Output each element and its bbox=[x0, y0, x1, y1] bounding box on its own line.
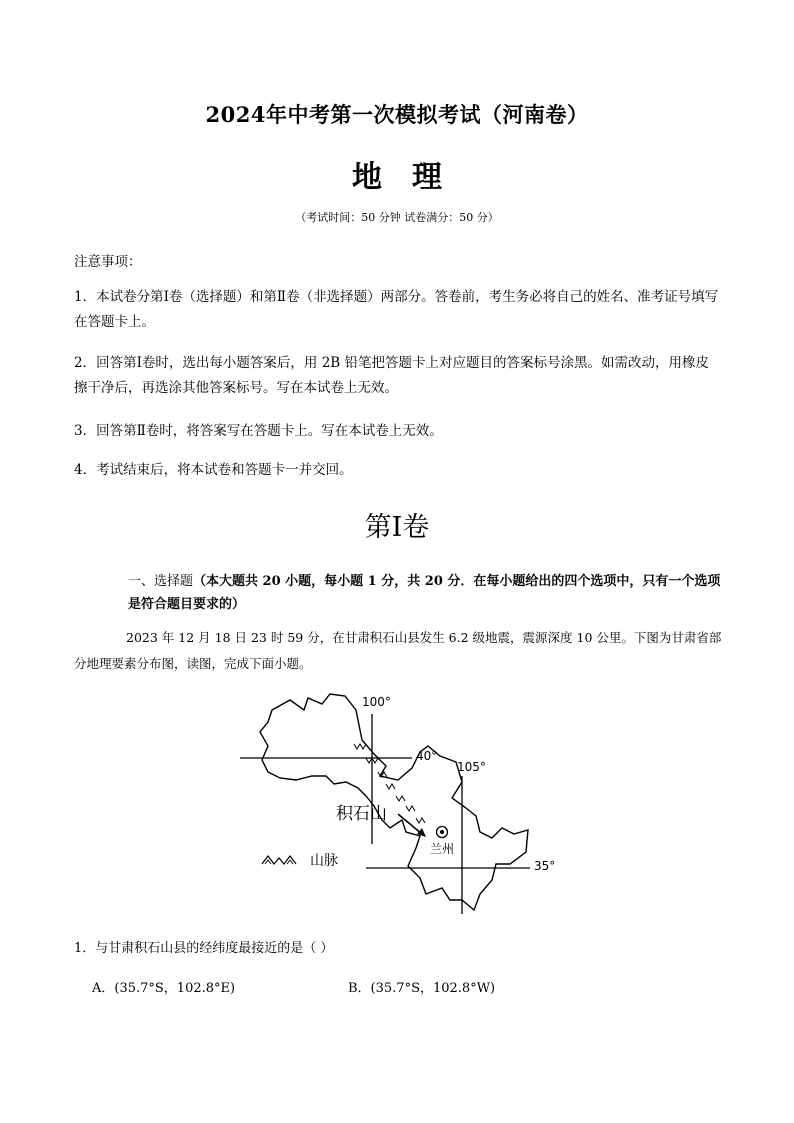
label-105: 105° bbox=[457, 760, 486, 774]
label-jishishan: 积石山 bbox=[336, 804, 387, 824]
notice-item-2: 2．回答第Ⅰ卷时，选出每小题答案后，用 2B 铅笔把答题卡上对应题目的答案标号涂黑。如需改动，用橡皮擦干净后，再选涂其他答案标号。写在本试卷上无效。 bbox=[74, 355, 710, 396]
part-title: 第Ⅰ卷 bbox=[364, 512, 430, 543]
exam-title: 2024年中考第一次模拟考试（河南卷） bbox=[205, 102, 589, 127]
label-35: 35° bbox=[534, 859, 556, 873]
section-heading bbox=[128, 570, 726, 616]
label-100: 100° bbox=[362, 695, 391, 709]
section-instructions: （本大题共 20 小题，每小题 1 分，共 20 分．在每小题给出的四个选项中，只有一个选项是符合题目要求的） bbox=[128, 574, 721, 612]
section-label: 一、选择题 bbox=[128, 574, 194, 589]
question-1-option-b[interactable]: B．(35.7°S，102.8°W) bbox=[348, 981, 496, 996]
legend-label: 山脉 bbox=[310, 853, 338, 869]
label-40: 40° bbox=[416, 749, 438, 763]
question-intro: 2023 年 12 月 18 日 23 时 59 分，在甘肃积石山县发生 6.2 级地震，震源深度 10 公里。下图为甘肃省部分地理要素分布图，读图，完成下面小题。 bbox=[74, 630, 722, 671]
label-lanzhou: 兰州 bbox=[430, 842, 455, 856]
subject-title: 地理 bbox=[352, 160, 472, 195]
notice-item-4: 4．考试结束后，将本试卷和答题卡一并交回。 bbox=[74, 462, 353, 478]
notice-heading: 注意事项： bbox=[74, 254, 142, 270]
notice-item-3: 3．回答第Ⅱ卷时，将答案写在答题卡上。写在本试卷上无效。 bbox=[74, 423, 443, 439]
exam-info: （考试时间：50 分钟 试卷满分：50 分） bbox=[295, 211, 499, 224]
question-1-option-a[interactable]: A．(35.7°S，102.8°E) bbox=[92, 981, 236, 996]
notice-item-1: 1．本试卷分第Ⅰ卷（选择题）和第Ⅱ卷（非选择题）两部分。答卷前，考生务必将自己的姓名、准考证号填写在答题卡上。 bbox=[74, 289, 719, 330]
gansu-map bbox=[230, 688, 560, 920]
question-1-stem: 1．与甘肃积石山县的经纬度最接近的是（ ） bbox=[74, 941, 334, 956]
gansu-outline bbox=[260, 694, 528, 910]
legend-mountain-icon bbox=[262, 856, 296, 864]
